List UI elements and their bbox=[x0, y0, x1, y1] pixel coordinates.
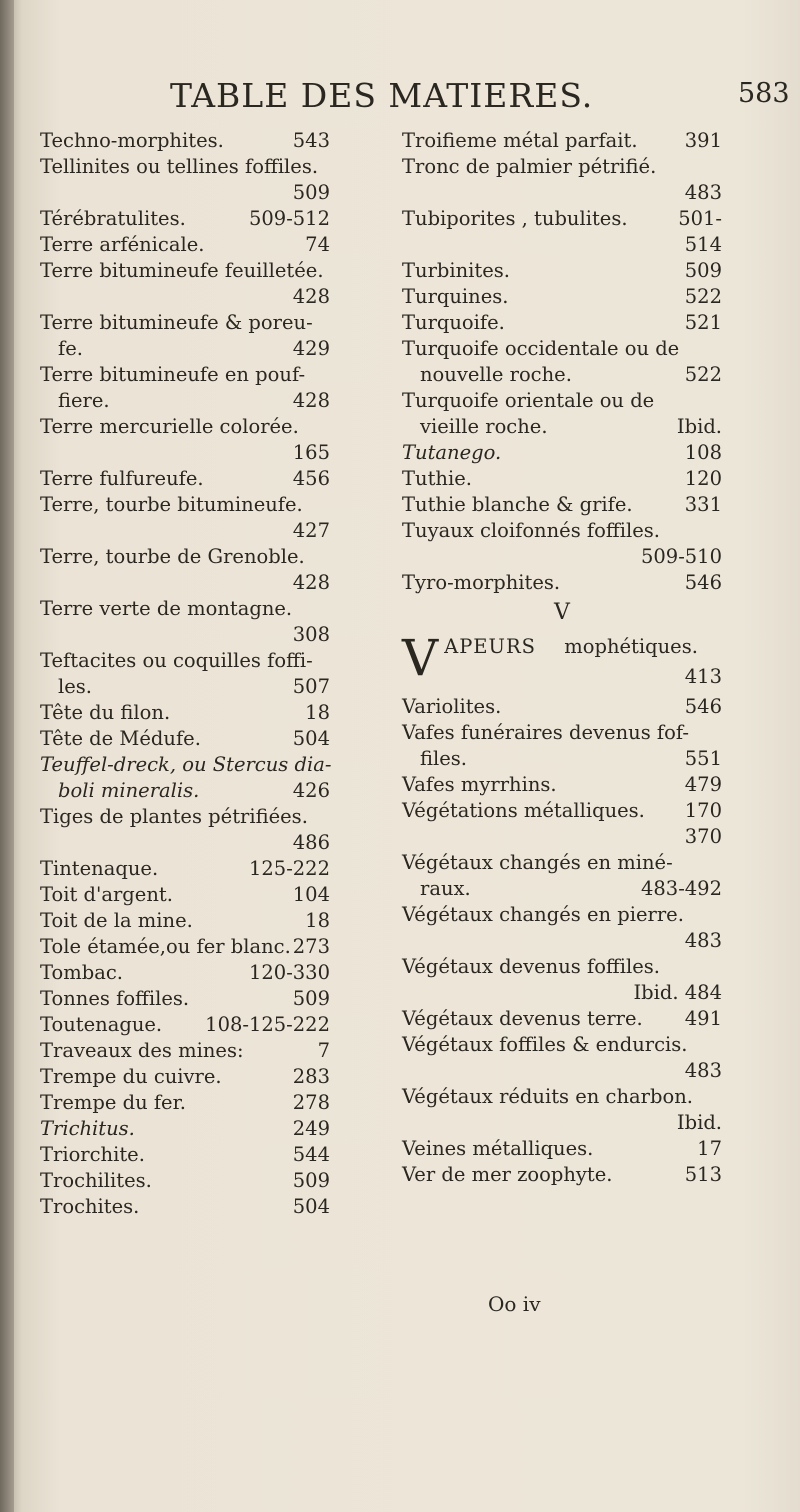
index-entry bbox=[402, 798, 722, 850]
index-entry bbox=[40, 232, 330, 258]
entry-page: 74 bbox=[305, 233, 330, 256]
entry-text: Végétations métalliques. bbox=[402, 799, 645, 822]
entry-text: Terre fulfureufe. bbox=[40, 467, 204, 490]
entry-page: 491 bbox=[684, 1007, 722, 1030]
index-entry bbox=[40, 908, 330, 934]
index-entry bbox=[40, 1090, 330, 1116]
entry-page: 273 bbox=[292, 935, 330, 958]
entry-text: Tête du filon. bbox=[40, 701, 171, 724]
index-entry bbox=[40, 1194, 330, 1220]
index-entry bbox=[40, 310, 330, 362]
index-entry bbox=[402, 1032, 722, 1084]
index-entry bbox=[402, 336, 722, 388]
entry-page: 427 bbox=[292, 519, 330, 542]
entry-text: Turquoife occidentale ou de bbox=[402, 337, 680, 360]
entry-text: Toit de la mine. bbox=[40, 909, 193, 932]
entry-text: Tronc de palmier pétrifié. bbox=[402, 155, 657, 178]
entry-continuation bbox=[402, 1058, 722, 1084]
entry-page: 7 bbox=[317, 1039, 330, 1062]
entry-page: 165 bbox=[292, 441, 330, 464]
entry-page: 522 bbox=[684, 363, 722, 386]
entry-page: 125-222 bbox=[248, 857, 330, 880]
entry-text: Toit d'argent. bbox=[40, 883, 173, 906]
entry-text: Tellinites ou tellines foffiles. bbox=[40, 155, 319, 178]
index-entry bbox=[402, 1136, 722, 1162]
index-entry bbox=[402, 720, 722, 772]
entry-text: Troifieme métal parfait. bbox=[402, 129, 638, 152]
index-entry bbox=[40, 206, 330, 232]
entry-continuation: nouvelle roche. bbox=[420, 363, 572, 386]
index-entry bbox=[40, 700, 330, 726]
entry-text: Terre bitumineufe & poreu- bbox=[40, 311, 313, 334]
index-entry bbox=[40, 856, 330, 882]
entry-page: 391 bbox=[684, 129, 722, 152]
entry-page: 456 bbox=[292, 467, 330, 490]
entry-continuation bbox=[40, 284, 330, 310]
entry-text: Turbinites. bbox=[402, 259, 510, 282]
entry-continuation: raux. bbox=[420, 877, 471, 900]
entry-text: Turquoife. bbox=[402, 311, 505, 334]
entry-text: Trempe du fer. bbox=[40, 1091, 186, 1114]
entry-continuation bbox=[40, 830, 330, 856]
entry-page: 249 bbox=[292, 1117, 330, 1140]
entry-page: 543 bbox=[292, 129, 330, 152]
entry-page: 483-492 bbox=[640, 877, 722, 900]
entry-page: 120 bbox=[684, 467, 722, 490]
entry-text: Végétaux changés en miné- bbox=[402, 851, 673, 874]
entry-text: Tuyaux cloifonnés foffiles. bbox=[402, 519, 660, 542]
entry-page: 428 bbox=[292, 285, 330, 308]
entry-text: Turquines. bbox=[402, 285, 509, 308]
entry-text: Végétaux foffiles & endurcis. bbox=[402, 1033, 688, 1056]
entry-page: Ibid. bbox=[676, 415, 722, 438]
index-entry bbox=[402, 570, 722, 596]
index-entry bbox=[40, 882, 330, 908]
entry-continuation bbox=[402, 232, 722, 258]
entry-text: Trochites. bbox=[40, 1195, 140, 1218]
entry-page: 509 bbox=[292, 181, 330, 204]
index-entry bbox=[402, 466, 722, 492]
entry-continuation bbox=[402, 180, 722, 206]
entry-text: Tombac. bbox=[40, 961, 123, 984]
entry-page: 507 bbox=[292, 675, 330, 698]
right-t-entries bbox=[402, 128, 722, 596]
entry-text: Végétaux changés en pierre. bbox=[402, 903, 684, 926]
entry-page: 486 bbox=[292, 831, 330, 854]
entry-page: 428 bbox=[292, 389, 330, 412]
entry-continuation: les. bbox=[58, 675, 92, 698]
entry-continuation: fe. bbox=[58, 337, 83, 360]
entry-page: 483 bbox=[684, 929, 722, 952]
index-entry bbox=[40, 544, 330, 596]
index-entry bbox=[402, 1084, 722, 1136]
entry-page: 501- bbox=[678, 207, 722, 230]
entry-text: Terre, tourbe bitumineufe. bbox=[40, 493, 303, 516]
entry-page: 544 bbox=[292, 1143, 330, 1166]
entry-page: 429 bbox=[292, 337, 330, 360]
index-entry bbox=[40, 466, 330, 492]
entry-page: 522 bbox=[684, 285, 722, 308]
entry-page: 509-512 bbox=[248, 207, 330, 230]
entry-text: Tutanego. bbox=[402, 441, 502, 464]
entry-text: Tubiporites , tubulites. bbox=[402, 207, 628, 230]
entry-page: 283 bbox=[292, 1065, 330, 1088]
entry-text: Trochilites. bbox=[40, 1169, 152, 1192]
entry-text: Tuthie blanche & grife. bbox=[402, 493, 633, 516]
entry-page: 483 bbox=[684, 1059, 722, 1082]
entry-text: Turquoife orientale ou de bbox=[402, 389, 655, 412]
index-entry bbox=[40, 960, 330, 986]
section-letter-v: V bbox=[554, 600, 570, 625]
index-entry bbox=[402, 206, 722, 258]
entry-continuation bbox=[402, 824, 722, 850]
index-entry-vapeurs bbox=[402, 629, 722, 694]
index-entry bbox=[40, 1142, 330, 1168]
entry-page: 546 bbox=[684, 695, 722, 718]
entry-page: 551 bbox=[684, 747, 722, 770]
index-entry bbox=[402, 694, 722, 720]
book-spine bbox=[0, 0, 14, 1512]
entry-text: Trichitus. bbox=[40, 1117, 135, 1140]
index-entry bbox=[402, 518, 722, 570]
index-entry bbox=[402, 902, 722, 954]
entry-page: 428 bbox=[292, 571, 330, 594]
entry-text: Terre bitumineufe en pouf- bbox=[40, 363, 306, 386]
entry-continuation bbox=[402, 1110, 722, 1136]
entry-text: Traveaux des mines: bbox=[40, 1039, 244, 1062]
index-entry bbox=[40, 1012, 330, 1038]
entry-continuation bbox=[40, 440, 330, 466]
index-entry bbox=[402, 850, 722, 902]
entry-text: Vafes myrrhins. bbox=[402, 773, 557, 796]
entry-page: 17 bbox=[697, 1137, 722, 1160]
entry-page: 509 bbox=[292, 1169, 330, 1192]
drop-cap: V bbox=[402, 629, 439, 687]
entry-text: Tintenaque. bbox=[40, 857, 159, 880]
entry-page: 120-330 bbox=[248, 961, 330, 984]
entry-page: 108 bbox=[684, 441, 722, 464]
entry-page: 104 bbox=[292, 883, 330, 906]
index-entry bbox=[40, 986, 330, 1012]
entry-text: Vafes funéraires devenus fof- bbox=[402, 721, 689, 744]
entry-continuation bbox=[402, 928, 722, 954]
entry-text: Triorchite. bbox=[40, 1143, 145, 1166]
catchword: Oo iv bbox=[488, 1292, 541, 1316]
entry-page: 504 bbox=[292, 1195, 330, 1218]
index-entry bbox=[40, 1064, 330, 1090]
index-entry bbox=[40, 752, 330, 804]
entry-page: 479 bbox=[684, 773, 722, 796]
right-index-column bbox=[402, 128, 722, 1188]
index-entry bbox=[402, 284, 722, 310]
entry-text: Végétaux réduits en charbon. bbox=[402, 1085, 693, 1108]
entry-continuation: boli mineralis. bbox=[58, 779, 200, 802]
entry-page: 331 bbox=[684, 493, 722, 516]
index-entry bbox=[402, 1162, 722, 1188]
entry-page: 513 bbox=[684, 1163, 722, 1186]
index-entry bbox=[40, 1038, 330, 1064]
entry-text: APEURS bbox=[444, 635, 537, 658]
entry-page: 413 bbox=[684, 665, 722, 688]
entry-continuation bbox=[40, 622, 330, 648]
entry-text: Terre verte de montagne. bbox=[40, 597, 293, 620]
entry-text: Techno-morphites. bbox=[40, 129, 224, 152]
entry-continuation: fiere. bbox=[58, 389, 110, 412]
index-entry bbox=[40, 726, 330, 752]
entry-page: 509 bbox=[684, 259, 722, 282]
entry-text: Variolites. bbox=[402, 695, 502, 718]
entry-page: 308 bbox=[292, 623, 330, 646]
entry-continuation bbox=[40, 570, 330, 596]
entry-continuation bbox=[40, 518, 330, 544]
entry-page: Ibid. 484 bbox=[633, 981, 722, 1004]
index-entry bbox=[40, 1168, 330, 1194]
entry-text: Tyro-morphites. bbox=[402, 571, 561, 594]
entry-text: Teuffel-dreck, ou Stercus dia- bbox=[40, 753, 332, 776]
entry-page: 18 bbox=[305, 701, 330, 724]
entry-continuation: vieille roche. bbox=[420, 415, 548, 438]
entry-text: Tiges de plantes pétrifiées. bbox=[40, 805, 308, 828]
index-entry bbox=[40, 596, 330, 648]
entry-page: 504 bbox=[292, 727, 330, 750]
entry-text: Terre arfénicale. bbox=[40, 233, 205, 256]
entry-text-2: mophétiques. bbox=[564, 635, 698, 658]
index-entry bbox=[40, 414, 330, 466]
entry-text: Terre bitumineufe feuilletée. bbox=[40, 259, 324, 282]
index-entry bbox=[40, 362, 330, 414]
entry-text: Tonnes foffiles. bbox=[40, 987, 190, 1010]
entry-page: 108-125-222 bbox=[205, 1013, 330, 1036]
index-entry bbox=[402, 310, 722, 336]
right-v-entries bbox=[402, 694, 722, 1188]
index-entry bbox=[40, 492, 330, 544]
index-entry bbox=[402, 154, 722, 206]
index-entry bbox=[402, 1006, 722, 1032]
entry-text: Tuthie. bbox=[402, 467, 472, 490]
index-entry bbox=[402, 258, 722, 284]
entry-page: 546 bbox=[684, 571, 722, 594]
entry-continuation: files. bbox=[420, 747, 467, 770]
index-entry bbox=[40, 128, 330, 154]
page-number: 583 bbox=[738, 78, 790, 109]
entry-text: Terre mercurielle colorée. bbox=[40, 415, 299, 438]
entry-text: Végétaux devenus terre. bbox=[402, 1007, 643, 1030]
entry-text: Veines métalliques. bbox=[402, 1137, 594, 1160]
entry-continuation bbox=[40, 180, 330, 206]
entry-page: 521 bbox=[684, 311, 722, 334]
index-entry bbox=[402, 772, 722, 798]
entry-text: Tête de Médufe. bbox=[40, 727, 201, 750]
entry-page: 509 bbox=[292, 987, 330, 1010]
index-entry bbox=[402, 388, 722, 440]
index-entry bbox=[402, 954, 722, 1006]
index-entry bbox=[40, 804, 330, 856]
index-entry bbox=[40, 258, 330, 310]
entry-text: Ver de mer zoophyte. bbox=[402, 1163, 613, 1186]
entry-page: Ibid. bbox=[676, 1111, 722, 1134]
entry-page: 170 bbox=[684, 799, 722, 822]
entry-text: Térébratulites. bbox=[40, 207, 186, 230]
entry-text: Toutenague. bbox=[40, 1013, 163, 1036]
entry-text: Teftacites ou coquilles foffi- bbox=[40, 649, 313, 672]
entry-text: Trempe du cuivre. bbox=[40, 1065, 222, 1088]
entry-text: Tole étamée,ou fer blanc. bbox=[40, 935, 291, 958]
index-entry bbox=[40, 154, 330, 206]
entry-page: 483 bbox=[684, 181, 722, 204]
entry-text: Terre, tourbe de Grenoble. bbox=[40, 545, 305, 568]
left-index-column bbox=[40, 128, 330, 1220]
entry-page: 278 bbox=[292, 1091, 330, 1114]
index-entry bbox=[40, 934, 330, 960]
index-entry bbox=[402, 440, 722, 466]
entry-page: 509-510 bbox=[640, 545, 722, 568]
entry-page: 370 bbox=[684, 825, 722, 848]
index-entry bbox=[40, 648, 330, 700]
entry-page: 18 bbox=[305, 909, 330, 932]
index-entry bbox=[402, 128, 722, 154]
entry-page: 426 bbox=[292, 779, 330, 802]
entry-page: 514 bbox=[684, 233, 722, 256]
page-header-title: TABLE DES MATIERES. bbox=[170, 76, 594, 115]
index-entry bbox=[40, 1116, 330, 1142]
index-entry bbox=[402, 492, 722, 518]
entry-text: Végétaux devenus foffiles. bbox=[402, 955, 661, 978]
